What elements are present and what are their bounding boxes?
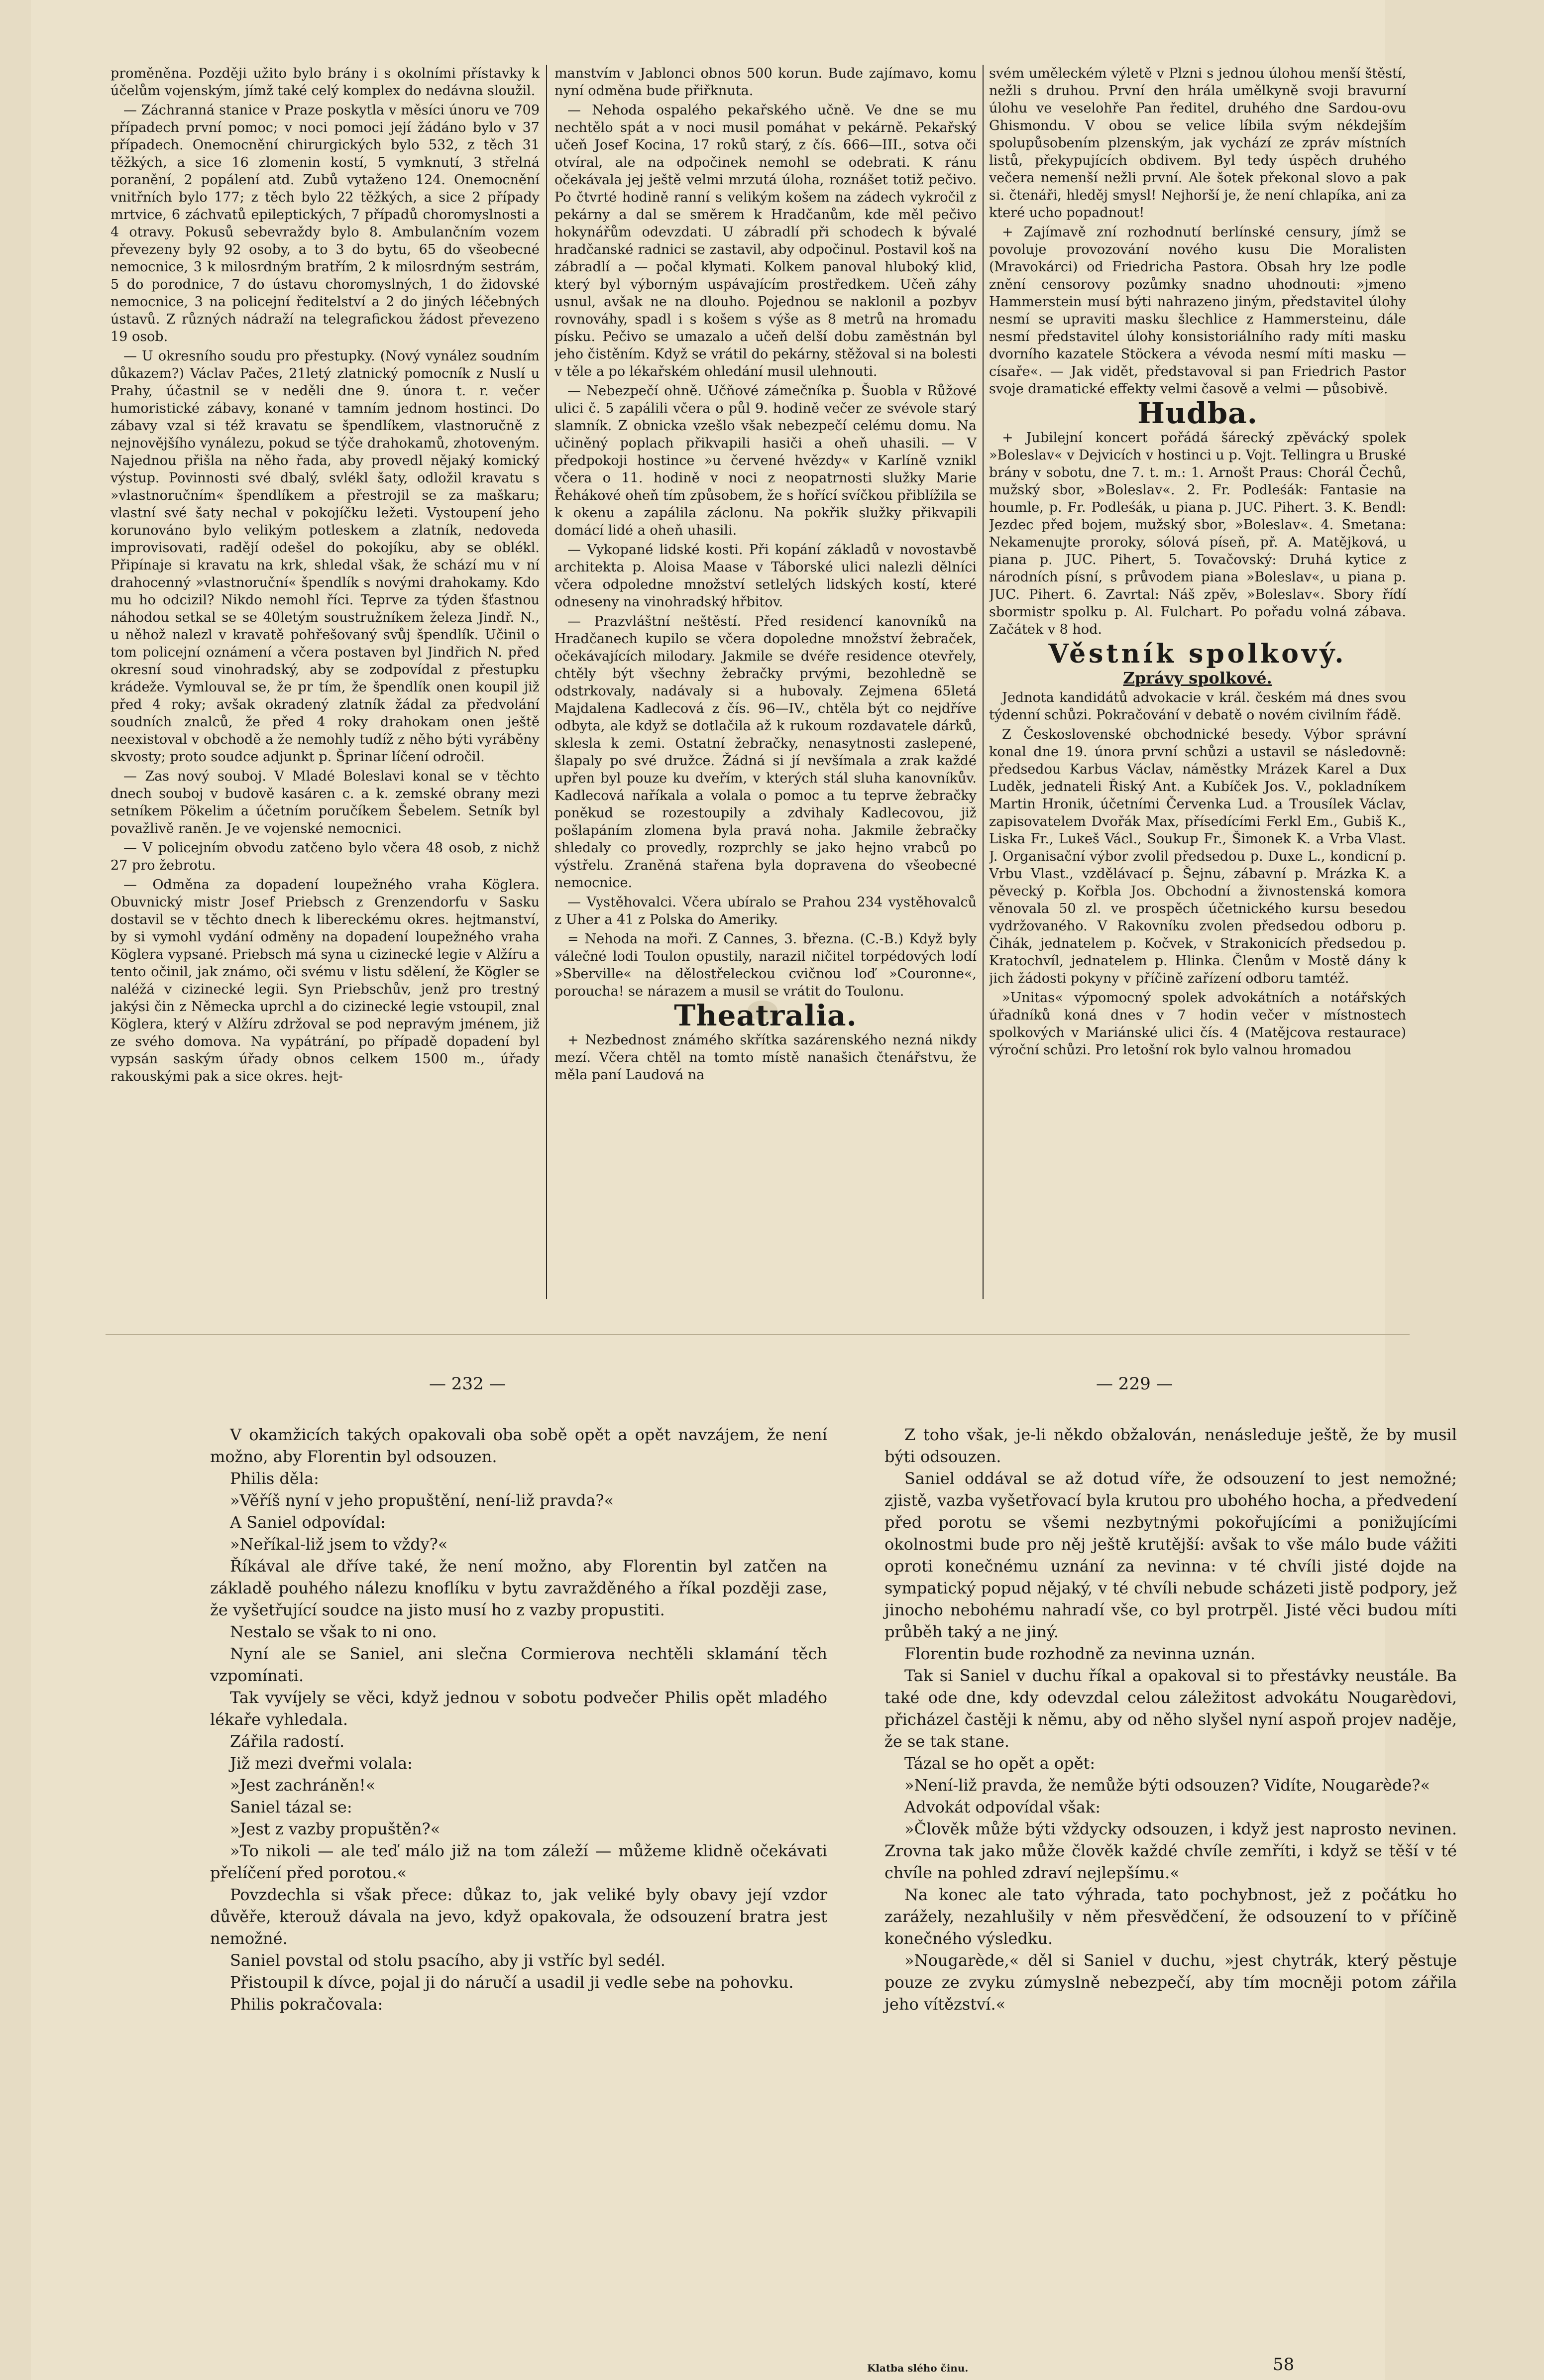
novel-paragraph: Povzdechla si však přece: důkaz to, jak veliké byly obavy její vzdor důvěře, kterouž dávala na jevo, když opakovala, že odsouzení bratra jest nemožné.: [210, 1885, 827, 1948]
news-paragraph: = Nehoda na moři. Z Cannes, 3. března. (C.-B.) Když byly válečné lodi Toulon opustily, narazil ničitel torpédových lodí »Sberville« na dělostřeleckou cvičnou loď »Couronne«, poroucha! se nárazem a musil se vrátit do Toulonu.: [554, 931, 977, 999]
news-column-2: [554, 65, 977, 1319]
news-paragraph: — V policejním obvodu zatčeno bylo včera 48 osob, z nichž 27 pro žebrotu.: [110, 840, 540, 873]
news-paragraph: + Nezbednost známého skřítka sazárenského nezná nikdy mezí. Včera chtěl na tomto místě nanašich čtenářstvu, že měla paní Laudová na: [554, 1032, 977, 1083]
news-paragraph: — Odměna za dopadení loupežného vraha Köglera. Obuvnický mistr Josef Priebsch z Grenzendorfu v Sasku dostavil se v těchto dnech k libereckému okres. hejtmanství, by si vymohl vydání odměny na dopadení loupežného vraha Köglera vypsané. Priebsch má syna u cizinecké legie v Alžíru a tento očinil, jak známo, oči svému v listu sdělení, že Kögler se naléžá v cizinecké legii. Syn Priebschův, jenž pro trestný jakýsi čin z Německa uprchl a do cizinecké legie vstoupil, znal Köglera, který v Alžíru zdržoval se pod nepravým jménem, již ze svého domova. Na vypátrání, po případě dopadení byl vypsán saským úřady obnos celkem 1500 m., úřady rakouskými pak a sice okres. hejt-: [110, 877, 540, 1084]
theatralia-heading: Theatralia.: [674, 999, 857, 1032]
news-paragraph: — Vystěhovalci. Včera ubíralo se Prahou 234 vystěhovalců z Uher a 41 z Polska do Ameriky.: [554, 895, 977, 927]
novel-paragraph: Přistoupil k dívce, pojal ji do náručí a usadil ji vedle sebe na pohovku.: [230, 1973, 794, 1992]
news-paragraph: — Nebezpečí ohně. Učňové zámečníka p. Šuobla v Růžové ulici č. 5 zapálili včera o půl 9. hodině večer ze svévole starý slamník. Z obnicka vzešlo však nebezpečí celému domu. Na učiněný poplach přikvapili hasiči a oheň uhasili. — V předpokoji hostince »u červené hvězdy« v Karlíně vznikl včera o 11. hodině v noci z neopatrnosti služky Marie Řehákové oheň tím způsobem, že s hořící svíčkou přiblížila se k okenu a zapálila záclonu. Na pokřik služky přikvapili domácí lidé a oheň uhasili.: [554, 383, 977, 538]
novel-paragraph: »Člověk může býti vždycky odsouzen, i když jest naprosto nevinen. Zrovna tak jako může člověk každé chvíle zemříti, i když se těší v té chvíle na pohled zdraví nejlepšímu.«: [884, 1819, 1457, 1882]
novel-column-left: [210, 1424, 827, 2015]
novel-column-right: [884, 1424, 1457, 2015]
news-paragraph: — Zas nový souboj. V Mladé Boleslavi konal se v těchto dnech souboj v budově kasáren c. a k. zemské obrany mezi setníkem Pökelim a účetním poručíkem Šebelem. Setník byl považlivě raněn. Je ve vojenské nemocnici.: [110, 769, 540, 836]
news-paragraph: — Nehoda ospalého pekařského učně. Ve dne se mu nechtělo spát a v noci musil pomáhat v pekárně. Pekařský učeň Josef Kocina, 17 roků starý, z čís. 666—III., sotva oči otvíral, ale na odpočinek nemohl se odebrati. K ránu očekávala jej ještě velmi mrzutá úloha, roznášet totiž pečivo. Po čtvrté hodině ranní s velikým košem na zádech vykročil z pekárny a dal se směrem k Hradčanům, kde měl pečivo hokynářům odevzdati. U zábradlí při schodech k bývalé hradčanské radnici se zastavil, aby odpočinul. Postavil koš na zábradlí a — počal klymati. Kolkem panoval hluboký klid, který byl výborným uspávajícím prostředkem. Učeň záhy usnul, avšak ne na dlouho. Pojednou se naklonil a pozbyv rovnováhy, spadl i s košem s výše as 8 metrů na hromadu písku. Pečivo se umazalo a učeň delší dobu zaměstnán byl jeho čistěním. Když se vrátil do pekárny, stěžoval si na bolesti v těle a po lékařském ohledání musil ulehnouti.: [554, 103, 977, 379]
novel-paragraph: Z toho však, je-li někdo obžalován, nenásleduje ještě, že by musil býti odsouzen.: [884, 1425, 1457, 1466]
page-number-left: — 232 —: [429, 1374, 506, 1394]
novel-paragraph: »Věříš nyní v jeho propuštění, není-liž pravda?«: [230, 1491, 614, 1510]
novel-paragraph: »Není-liž pravda, že nemůže býti odsouzen? Vidíte, Nougarède?«: [904, 1776, 1431, 1795]
novel-paragraph: V okamžicích takých opakovali oba sobě opět a opět navzájem, že není možno, aby Florentin byl odsouzen.: [210, 1425, 827, 1466]
novel-paragraph: A Saniel odpovídal:: [230, 1513, 386, 1532]
news-paragraph: manstvím v Jablonci obnos 500 korun. Bude zajímavo, komu nyní odměna bude přiřknuta.: [554, 66, 977, 99]
novel-paragraph: Nestalo se však to ni ono.: [230, 1622, 437, 1641]
novel-paragraph: »Jest zachráněn!«: [230, 1776, 376, 1795]
novel-paragraph: Saniel oddával se až dotud víře, že odsouzení to jest nemožné; zjistě, vazba vyšetřovací byla krutou pro ubohého hocha, a předvedení před porotu se všemi nezbytnými pokořujícími a ponižujícími okolnostmi bude pro něj ještě krutější: avšak to vše málo bude vážiti oproti konečnému uznání za nevinna: v té chvíli jisté dojde na sympatický popud nějaký, v té chvíli nebude scházeti jistě podpory, jež jinocho nebohému nahradí vše, co byl protrpěl. Jisté věci budou míti průběh taký a ne jiný.: [884, 1469, 1457, 1641]
news-paragraph: proměněna. Později užito bylo brány i s okolními přístavky k účelům vojenským, jímž také celý komplex do nedávna sloužil.: [110, 66, 540, 99]
novel-paragraph: Tak vyvíjely se věci, když jednou v sobotu podvečer Philis opět mladého lékaře vyhledala.: [210, 1688, 827, 1729]
novel-paragraph: Tak si Saniel v duchu říkal a opakoval si to přestávky neustále. Ba také ode dne, kdy odevzdal celou záležitost advokátu Nougarèdovi, přicházel častěji k němu, aby od něho slyšel nyní aspoň projev naděje, že se tak stane.: [884, 1666, 1457, 1751]
news-paragraph: Z Československé obchodnické besedy. Výbor správní konal dne 19. února první schůzi a ustavil se následovně: předsedou Karbus Václav, náměstky Mrázek Karel a Dux Luděk, jednateli Řiský Ant. a Kubíček Jos. V., pokladníkem Martin Hronik, účetními Červenka Lud. a Trousílek Václav, zapisovatelem Dvořák Max, přísedícími Ferkl Em., Gubiš K., Liska Fr., Lukeš Václ., Soukup Fr., Šimonek K. a Vrba Vlast. J. Organisační výbor zvolil předsedou p. Duxe L., kondicní p. Vrbu Vlast., vzdělávací p. Šejnu, zábavní p. Mrázka K. a pěvecký p. Kořbla Jos. Obchodní a živnostenská komora věnovala 50 zl. ve prospěch účetnického kursu besedou vydržovaného. V Rakovníku zvolen předsedou odboru p. Čihák, jednatelem p. Kočvek, v Strakonicích předsedou p. Kratochvíl, jednatelem p. Hlinka. Členům v Mostě dány k jich žádosti pokyny v příčině zařízení odboru tamtéž.: [989, 727, 1406, 986]
news-paragraph: — U okresního soudu pro přestupky. (Nový vynález soudním důkazem?) Václav Pačes, 21letý zlatnický pomocník z Nuslí u Prahy, účastnil se v neděli dne 9. února t. r. večer humoristické zábavy, konané v tamním jednom hostinci. Do zábavy vzal si též kravatu se špendlíkem, vlastnoručně z nejnovějšího vynálezu, pokud se týče drahokamů, zhotoveným. Najednou přišla na něho řada, aby provedl nějaký komický výstup. Povinnosti své dbalý, svlékl šaty, odložil kravatu s »vlastnoručním« špendlíkem a přestrojil se za maškaru; vlastní své šaty nechal v pokojíčku ležeti. Vystoupení jeho korunováno bylo velikým potleskem a zlatník, nedoveda improvisovati, radějí odešel do pokojíku, aby se oblékl. Připínaje si kravatu na krk, shledal však, že schází mu v ní drahocenný »vlastnoruční« špendlík s novými drahokamy. Kdo mu ho odcizil? Nikdo nemohl říci. Teprve za týden šťastnou náhodou setkal se se 40letým soustružníkem železa Jindř. N., u něhož nalezl v kravatě pohřešovaný svůj špendlík. Učinil o tom policejní oznámení a včera postaven byl Jindřich N. před okresní soud vinohradský, aby se zodpovídal z přestupku krádeže. Vymlouval se, že pr tím, že špendlík onen koupil již před 4 roky; avšak okradený zlatník žádal za předvolání soudních znalců, že před 4 roky drahokam onen ještě neexistoval v obchodě a že nemohly tudíž z něho býti vyráběny skvosty; proto soudce adjunkt p. Šprinar líčení odročil.: [110, 348, 540, 765]
fold-divider: [106, 1334, 1410, 1335]
column-divider: [983, 65, 984, 1299]
novel-paragraph: Tázal se ho opět a opět:: [904, 1754, 1096, 1773]
novel-paragraph: »Nougarède,« děl si Saniel v duchu, »jest chytrák, který pěstuje pouze ze zvyku zúmyslně nebezpečí, aby tím mocněji potom zářila jeho vítězství.«: [884, 1951, 1457, 2014]
sheet-number: 58: [1273, 2355, 1295, 2375]
zpravy-heading: Zprávy spolkové.: [1123, 669, 1272, 687]
page-number-right: — 229 —: [1096, 1374, 1173, 1394]
news-paragraph: + Zajímavě zní rozhodnutí berlínské censury, jímž se povoluje provozování nového kusu Die Moralisten (Mravokárci) od Friedricha Pastora. Obsah hry lze podle znění censorovy pozůmky snadno uhodnouti: »jmeno Hammerstein musí býti nahrazeno jiným, představitel úlohy nesmí se upraviti masku šlechlice z Hammersteinu, dále nesmí představitel úlohy konsistoriálního rady míti masku dvorního kazatele Stöckera a vévoda nesmí míti masku — císaře«. — Jak vidět, představoval si pan Friedrich Pastor svoje dramatické effekty velmi časově a velmi — působivě.: [989, 225, 1406, 397]
novel-paragraph: Říkával ale dříve také, že není možno, aby Florentin byl zatčen na základě pouhého nálezu knoflíku v bytu zavražděného a říkal později zase, že vyšetřující soudce na jisto musí ho z vazby propustiti.: [210, 1557, 827, 1619]
novel-paragraph: Nyní ale se Saniel, ani slečna Cormierova nechtěli sklamání těch vzpomínati.: [210, 1644, 827, 1685]
novel-paragraph: Již mezi dveřmi volala:: [230, 1754, 413, 1773]
news-column-3: [989, 65, 1406, 1319]
news-paragraph: — Prazvláštní neštěstí. Před residencí kanovníků na Hradčanech kupilo se včera dopoledne množství žebraček, očekávajících milodary. Jakmile se dvéře residence otevřely, chtěly být všechny žebračky prvými, bezohledně se odstrkovaly, nadávaly si a hubovaly. Zejmena 65letá Majdalena Kadlecová z čís. 96—IV., chtěla být co nejdříve odbyta, ale když se dotlačila až k rukoum rozdavatele dárků, sklesla k zemi. Ostatní žebračky, nenasytnosti zaslepené, šlapaly po své družce. Žádná si jí nevšímala a zrak každé upřen byl pouze ku dveřím, v kterých stál sluha kanovníkův. Kadlecová naříkala a volala o pomoc a tu teprve žebračky poněkud se rozestoupily a zdvihaly Kadlecovou, již pošlapáním zlomena byla pravá noha. Jakmile žebračky shledaly co provedly, rozprchly se jako hejno vrabců po výstřelu. Zraněná stařena byla dopravena do všeobecné nemocnice.: [554, 614, 977, 891]
news-paragraph: »Unitas« výpomocný spolek advokátních a notářských úřadníků koná dnes v 7 hodin večer v místnostech spolkových v Mariánské ulici čís. 4 (Matějcova restaurace) výroční schůzi. Pro letošní rok bylo valnou hromadou: [989, 990, 1406, 1058]
vestnik-heading: Věstník spolkový.: [1048, 639, 1347, 669]
novel-paragraph: Advokát odpovídal však:: [904, 1798, 1101, 1816]
novel-paragraph: Saniel tázal se:: [230, 1798, 352, 1816]
novel-paragraph: Florentin bude rozhodně za nevinna uznán.: [904, 1644, 1255, 1663]
novel-paragraph: Saniel povstal od stolu psacího, aby ji vstříc byl sedél.: [230, 1951, 665, 1970]
news-paragraph: + Jubilejní koncert pořádá šárecký zpěvácký spolek »Boleslav« v Dejvicích v hostinci u p. Vojt. Tellingra u Bruské brány v sobotu, dne 7. t. m.: 1. Arnošt Praus: Chorál Čechů, mužský sbor, »Boleslav«. 2. Fr. Podleśák: Fantasie na houmle, p. Fr. Podleśák, u piana p. JUC. Pihert. 3. K. Bendl: Jezdec před bojem, mužský sbor, »Boleslav«. 4. Smetana: Nekamenujte proroky, sólová píseň, př. A. Matějková, u piana p. JUC. Pihert, 5. Tovačovský: Druhá kytice z národních písní, s průvodem piana »Boleslav«, u piana p. JUC. Pihert. 6. Zavrtal: Náš zpěv, »Boleslav«. Sbory řídí sbormistr spolku p. Al. Fulchart. Po pořadu volná zábava. Začátek v 8 hod.: [989, 430, 1406, 637]
novel-paragraph: Philis pokračovala:: [230, 1995, 383, 2014]
news-column-1: [110, 65, 540, 1319]
column-divider: [546, 65, 547, 1299]
newspaper-sheet: [31, 0, 1457, 2380]
novel-paragraph: »To nikoli — ale teď málo již na tom záleží — můžeme klidně očekávati přelíčení před porotou.«: [210, 1841, 827, 1882]
novel-paragraph: »Neříkal-liž jsem to vždy?«: [230, 1535, 448, 1554]
news-paragraph: — Záchranná stanice v Praze poskytla v měsíci únoru ve 709 případech první pomoc; v noci pomoci její žádáno bylo v 37 případech. Onemocnění chirurgických bylo 532, z těch 31 těžkých, a sice 16 zlomenin kostí, 5 vymknutí, 3 střelná poranění, 2 popálení atd. Zubů vytaženo 124. Onemocnění vnitřních bylo 177; z těch bylo 22 těžkých, a sice 2 případy mrtvice, 6 záchvatů epileptických, 7 případů choromyslnosti a 4 otravy. Pokusů sebevraždy bylo 8. Ambulančním vozem převezeny byly 92 osoby, a to 3 do bytu, 65 do všeobecné nemocnice, 3 k milosrdným bratřím, 2 k milosrdným sestrám, 5 do porodnice, 7 do ústavu choromyslných, 1 do židovské nemocnice, 3 na policejní ředitelství a 2 do jiných léčebných ústavů. Z různých nádraží na telegrafickou žádost převezeno 19 osob.: [110, 103, 540, 344]
hudba-heading: Hudba.: [1137, 396, 1258, 430]
novel-paragraph: Na konec ale tato výhrada, tato pochybnost, jež z počátku ho zarážely, nezahlušily v něm přesvědčení, že odsouzení to v příčině konečného výsledku.: [884, 1885, 1457, 1948]
news-paragraph: — Vykopané lidské kosti. Při kopání základů v novostavbě architekta p. Aloisa Maase v Táborské ulici nalezli dělníci včera odpoledne množství setlelých lidských kostí, které odneseny na vinohradský hřbitov.: [554, 542, 977, 610]
novel-paragraph: Philis děla:: [230, 1469, 319, 1488]
news-paragraph: svém uměleckém výletě v Plzni s jednou úlohou menší štěstí, nežli s druhou. První den hrála umělkyně svoji bravurní úlohu ve veselohře Pan ředitel, druhého dne Sardou-ovu Ghismondu. V obou se velice líbila svým nékdejším spolupůsobením plzenským, jak vychází ze zpráv místních listů, překypujících obdivem. Byl tedy úspěch druhého večera nemenší nežli první. Ale šotek překonal slovo a pak si. čtenáři, hleděj smysl! Nejhorší je, že není chlapíka, ani za které ucho popadnout!: [989, 66, 1406, 221]
imprint-signature: Klatba slého činu.: [867, 2362, 969, 2374]
novel-paragraph: Zářila radostí.: [230, 1732, 345, 1751]
novel-paragraph: »Jest z vazby propuštěn?«: [230, 1819, 441, 1838]
news-paragraph: Jednota kandidátů advokacie v král. českém má dnes svou týdenní schůzi. Pokračování v debatě o novém civilním řádě.: [989, 690, 1406, 723]
